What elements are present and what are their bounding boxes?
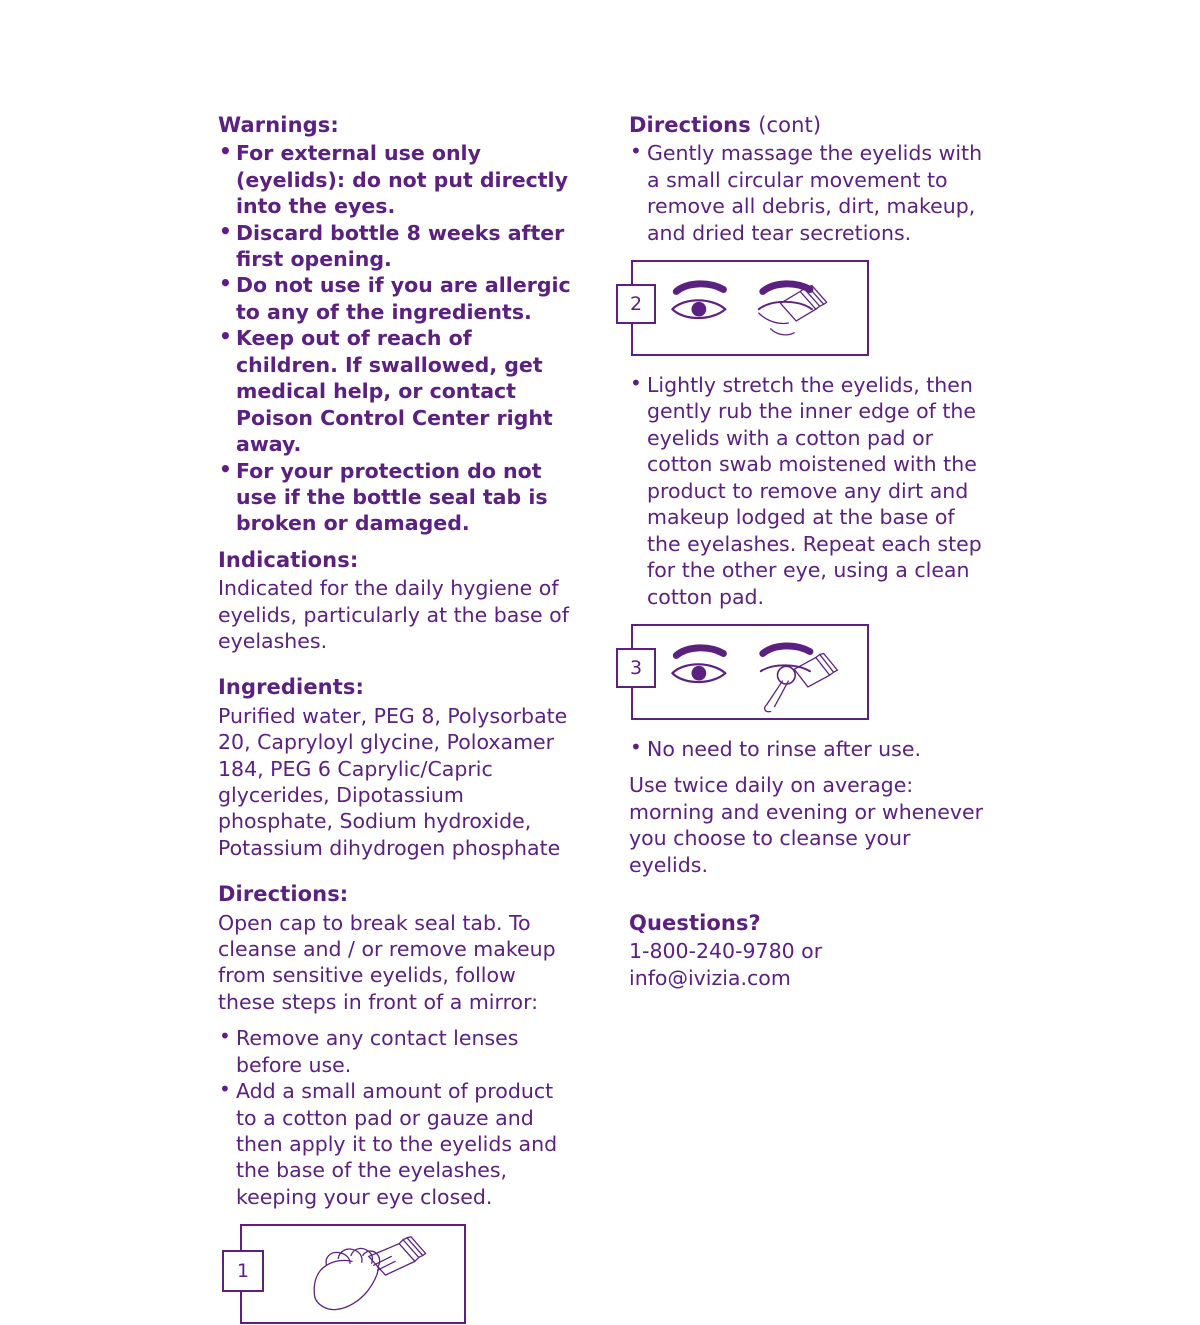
list-item: • Add a small amount of product to a cotton pad or gauze and then apply it to the eyelids and the base of the eyelashes, keeping your eye closed.	[218, 1078, 577, 1210]
left-column	[218, 112, 577, 1324]
questions-contact: 1-800-240-9780 or info@ivizia.com	[629, 939, 823, 990]
indications-heading: Indications:	[218, 547, 359, 572]
figure-step-3-number: 3	[616, 648, 656, 688]
eye-massage-icon	[633, 262, 867, 356]
warnings-heading: Warnings:	[218, 113, 339, 137]
directions-cont-list-2	[629, 372, 988, 610]
directions-cont-heading-suffix: (cont)	[758, 113, 822, 137]
list-item: • For your protection do not use if the bottle seal tab is broken or damaged.	[218, 458, 577, 537]
list-item: • Gently massage the eyelids with a small circular movement to remove all debris, dirt, makeup, and dried tear secretions.	[629, 140, 988, 246]
list-item: • Lightly stretch the eyelids, then gently rub the inner edge of the eyelids with a cotton pad or cotton swab moistened with the product to remove any dirt and makeup lodged at the base of the eyelashes. Repeat each step for the other eye, using a clean cotton pad.	[629, 372, 988, 610]
directions-intro: Open cap to break seal tab. To cleanse and / or remove makeup from sensitive eyelids, follow these steps in front of a mirror:	[218, 910, 556, 1014]
directions-closing-text: Use twice daily on average: morning and evening or whenever you choose to cleanse your eyelids.	[629, 773, 984, 877]
warnings-list	[218, 140, 577, 537]
hand-applying-cotton-pad-icon	[242, 1226, 464, 1324]
list-item: • No need to rinse after use.	[629, 736, 988, 762]
figure-step-2	[631, 260, 869, 356]
right-column	[629, 112, 988, 1324]
directions-cont-heading-main: Directions	[629, 113, 751, 137]
directions-heading: Directions:	[218, 882, 349, 907]
figure-step-1	[236, 1224, 466, 1324]
eye-swab-icon	[633, 626, 867, 720]
directions-cont-list-1	[629, 140, 988, 246]
figure-step-3	[631, 624, 869, 720]
directions-cont-heading	[629, 112, 988, 138]
list-item: • Remove any contact lenses before use.	[218, 1025, 577, 1078]
list-item: • For external use only (eyelids): do not put directly into the eyes.	[218, 140, 577, 219]
list-item: • Keep out of reach of children. If swallowed, get medical help, or contact Poison Control Center right away.	[218, 325, 577, 457]
ingredients-text: Purified water, PEG 8, Polysorbate 20, Capryloyl glycine, Poloxamer 184, PEG 6 Caprylic/Capric glycerides, Dipotassium phosphate, Sodium hydroxide, Potassium dihydrogen phosphate	[218, 703, 568, 860]
figure-step-2-number: 2	[616, 284, 656, 324]
list-item: • Discard bottle 8 weeks after first opening.	[218, 220, 577, 273]
ingredients-heading: Ingredients:	[218, 675, 364, 700]
questions-heading: Questions?	[629, 911, 761, 936]
directions-cont-list-3	[629, 736, 988, 762]
list-item: • Do not use if you are allergic to any of the ingredients.	[218, 272, 577, 325]
directions-list	[218, 1025, 577, 1210]
indications-text: Indicated for the daily hygiene of eyelids, particularly at the base of eyelashes.	[218, 576, 569, 653]
figure-step-1-number: 1	[222, 1250, 264, 1292]
label-columns	[218, 112, 988, 1324]
